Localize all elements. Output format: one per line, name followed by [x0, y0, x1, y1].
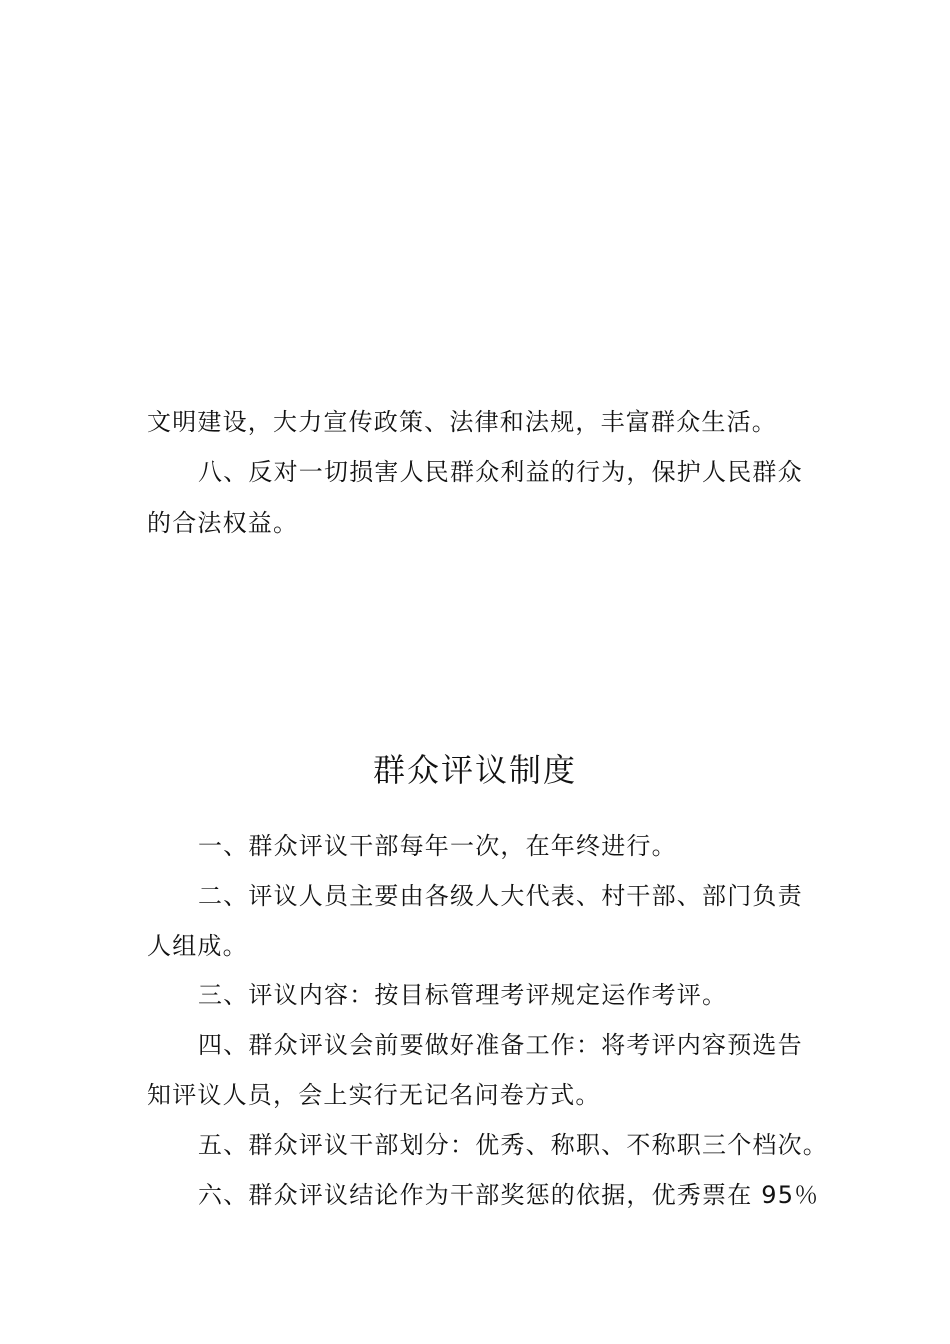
paragraph-line: 八、反对一切损害人民群众利益的行为，保护人民群众 — [198, 458, 803, 486]
section-title: 群众评议制度 — [372, 751, 577, 789]
paragraph-line: 六、群众评议结论作为干部奖惩的依据，优秀票在 95％ — [198, 1181, 820, 1209]
paragraph-line: 人组成。 — [147, 932, 248, 960]
paragraph-line: 的合法权益。 — [147, 509, 299, 537]
paragraph-line: 二、评议人员主要由各级人大代表、村干部、部门负责 — [198, 882, 803, 910]
paragraph-line: 三、评议内容：按目标管理考评规定运作考评。 — [198, 981, 728, 1009]
paragraph-line: 五、群众评议干部划分：优秀、称职、不称职三个档次。 — [198, 1131, 828, 1159]
paragraph-line: 知评议人员，会上实行无记名问卷方式。 — [147, 1081, 601, 1109]
paragraph-line: 四、群众评议会前要做好准备工作：将考评内容预选告 — [198, 1031, 803, 1059]
paragraph-line: 文明建设，大力宣传政策、法律和法规，丰富群众生活。 — [147, 408, 777, 436]
paragraph-line: 一、群众评议干部每年一次，在年终进行。 — [198, 832, 677, 860]
